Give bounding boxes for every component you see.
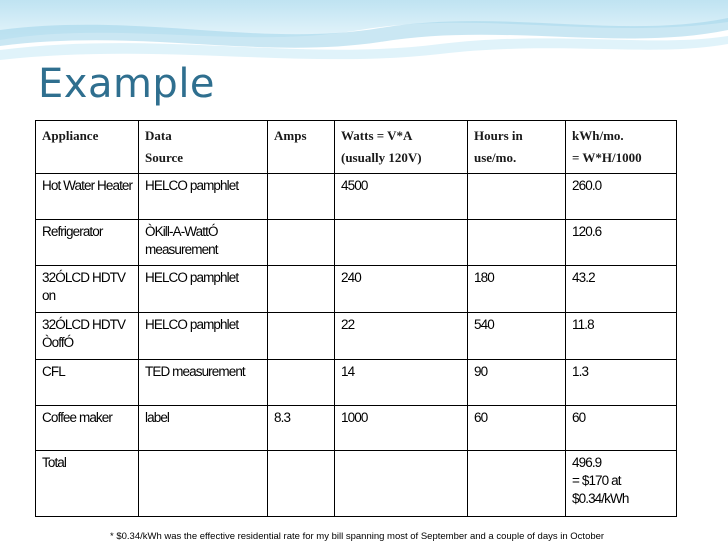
cell-watts: 22 <box>335 313 468 360</box>
header-wave-decoration <box>0 0 728 70</box>
header-data-source: Data Source <box>139 121 268 174</box>
cell-appliance: Coffee maker <box>36 406 139 451</box>
header-row <box>36 121 677 174</box>
table-row <box>36 360 677 406</box>
cell-watts <box>335 220 468 266</box>
cell-appliance: 32ÓLCD HDTV ÒoffÓ <box>36 313 139 360</box>
cell-source: HELCO pamphlet <box>139 174 268 220</box>
cell-source: HELCO pamphlet <box>139 313 268 360</box>
cell-appliance: Refrigerator <box>36 220 139 266</box>
cell-watts: 240 <box>335 266 468 313</box>
cell-empty <box>335 451 468 517</box>
cell-kwh: 60 <box>566 406 677 451</box>
cell-hours <box>468 220 566 266</box>
total-row <box>36 451 677 517</box>
header-appliance: Appliance <box>36 121 139 174</box>
header-watts: Watts = V*A (usually 120V) <box>335 121 468 174</box>
table-row <box>36 406 677 451</box>
cell-kwh: 1.3 <box>566 360 677 406</box>
cell-watts: 14 <box>335 360 468 406</box>
cell-source: HELCO pamphlet <box>139 266 268 313</box>
cell-empty <box>268 451 335 517</box>
cell-kwh: 120.6 <box>566 220 677 266</box>
cell-hours: 90 <box>468 360 566 406</box>
cell-hours: 180 <box>468 266 566 313</box>
cell-source: label <box>139 406 268 451</box>
total-kwh-value: 496.9 <box>572 455 602 470</box>
table-row <box>36 174 677 220</box>
cell-hours: 540 <box>468 313 566 360</box>
header-amps: Amps <box>268 121 335 174</box>
cell-empty <box>468 451 566 517</box>
cell-hours: 60 <box>468 406 566 451</box>
cell-amps: 8.3 <box>268 406 335 451</box>
cell-kwh: 260.0 <box>566 174 677 220</box>
total-cost-line: = $170 at <box>572 473 621 488</box>
cell-watts: 4500 <box>335 174 468 220</box>
table-row <box>36 313 677 360</box>
slide-title: Example <box>38 61 216 107</box>
cell-empty <box>139 451 268 517</box>
cell-amps <box>268 220 335 266</box>
footnote: * $0.34/kWh was the effective residential rate for my bill spanning most of September and a couple of days in October <box>110 531 605 542</box>
cell-appliance: CFL <box>36 360 139 406</box>
cell-source: ÒKill-A-WattÓ measurement <box>139 220 268 266</box>
cell-hours <box>468 174 566 220</box>
table-row <box>36 220 677 266</box>
cell-kwh: 11.8 <box>566 313 677 360</box>
cell-watts: 1000 <box>335 406 468 451</box>
cell-kwh: 43.2 <box>566 266 677 313</box>
cell-amps <box>268 360 335 406</box>
header-hours: Hours in use/mo. <box>468 121 566 174</box>
cell-amps <box>268 313 335 360</box>
appliance-energy-table <box>35 120 677 517</box>
cell-total-kwh <box>566 451 677 517</box>
table-row <box>36 266 677 313</box>
cell-amps <box>268 174 335 220</box>
header-kwh: kWh/mo. = W*H/1000 <box>566 121 677 174</box>
cell-amps <box>268 266 335 313</box>
cell-total-label: Total <box>36 451 139 517</box>
cell-source: TED measurement <box>139 360 268 406</box>
total-rate-line: $0.34/kWh <box>572 491 629 506</box>
cell-appliance: 32ÓLCD HDTV on <box>36 266 139 313</box>
cell-appliance: Hot Water Heater <box>36 174 139 220</box>
